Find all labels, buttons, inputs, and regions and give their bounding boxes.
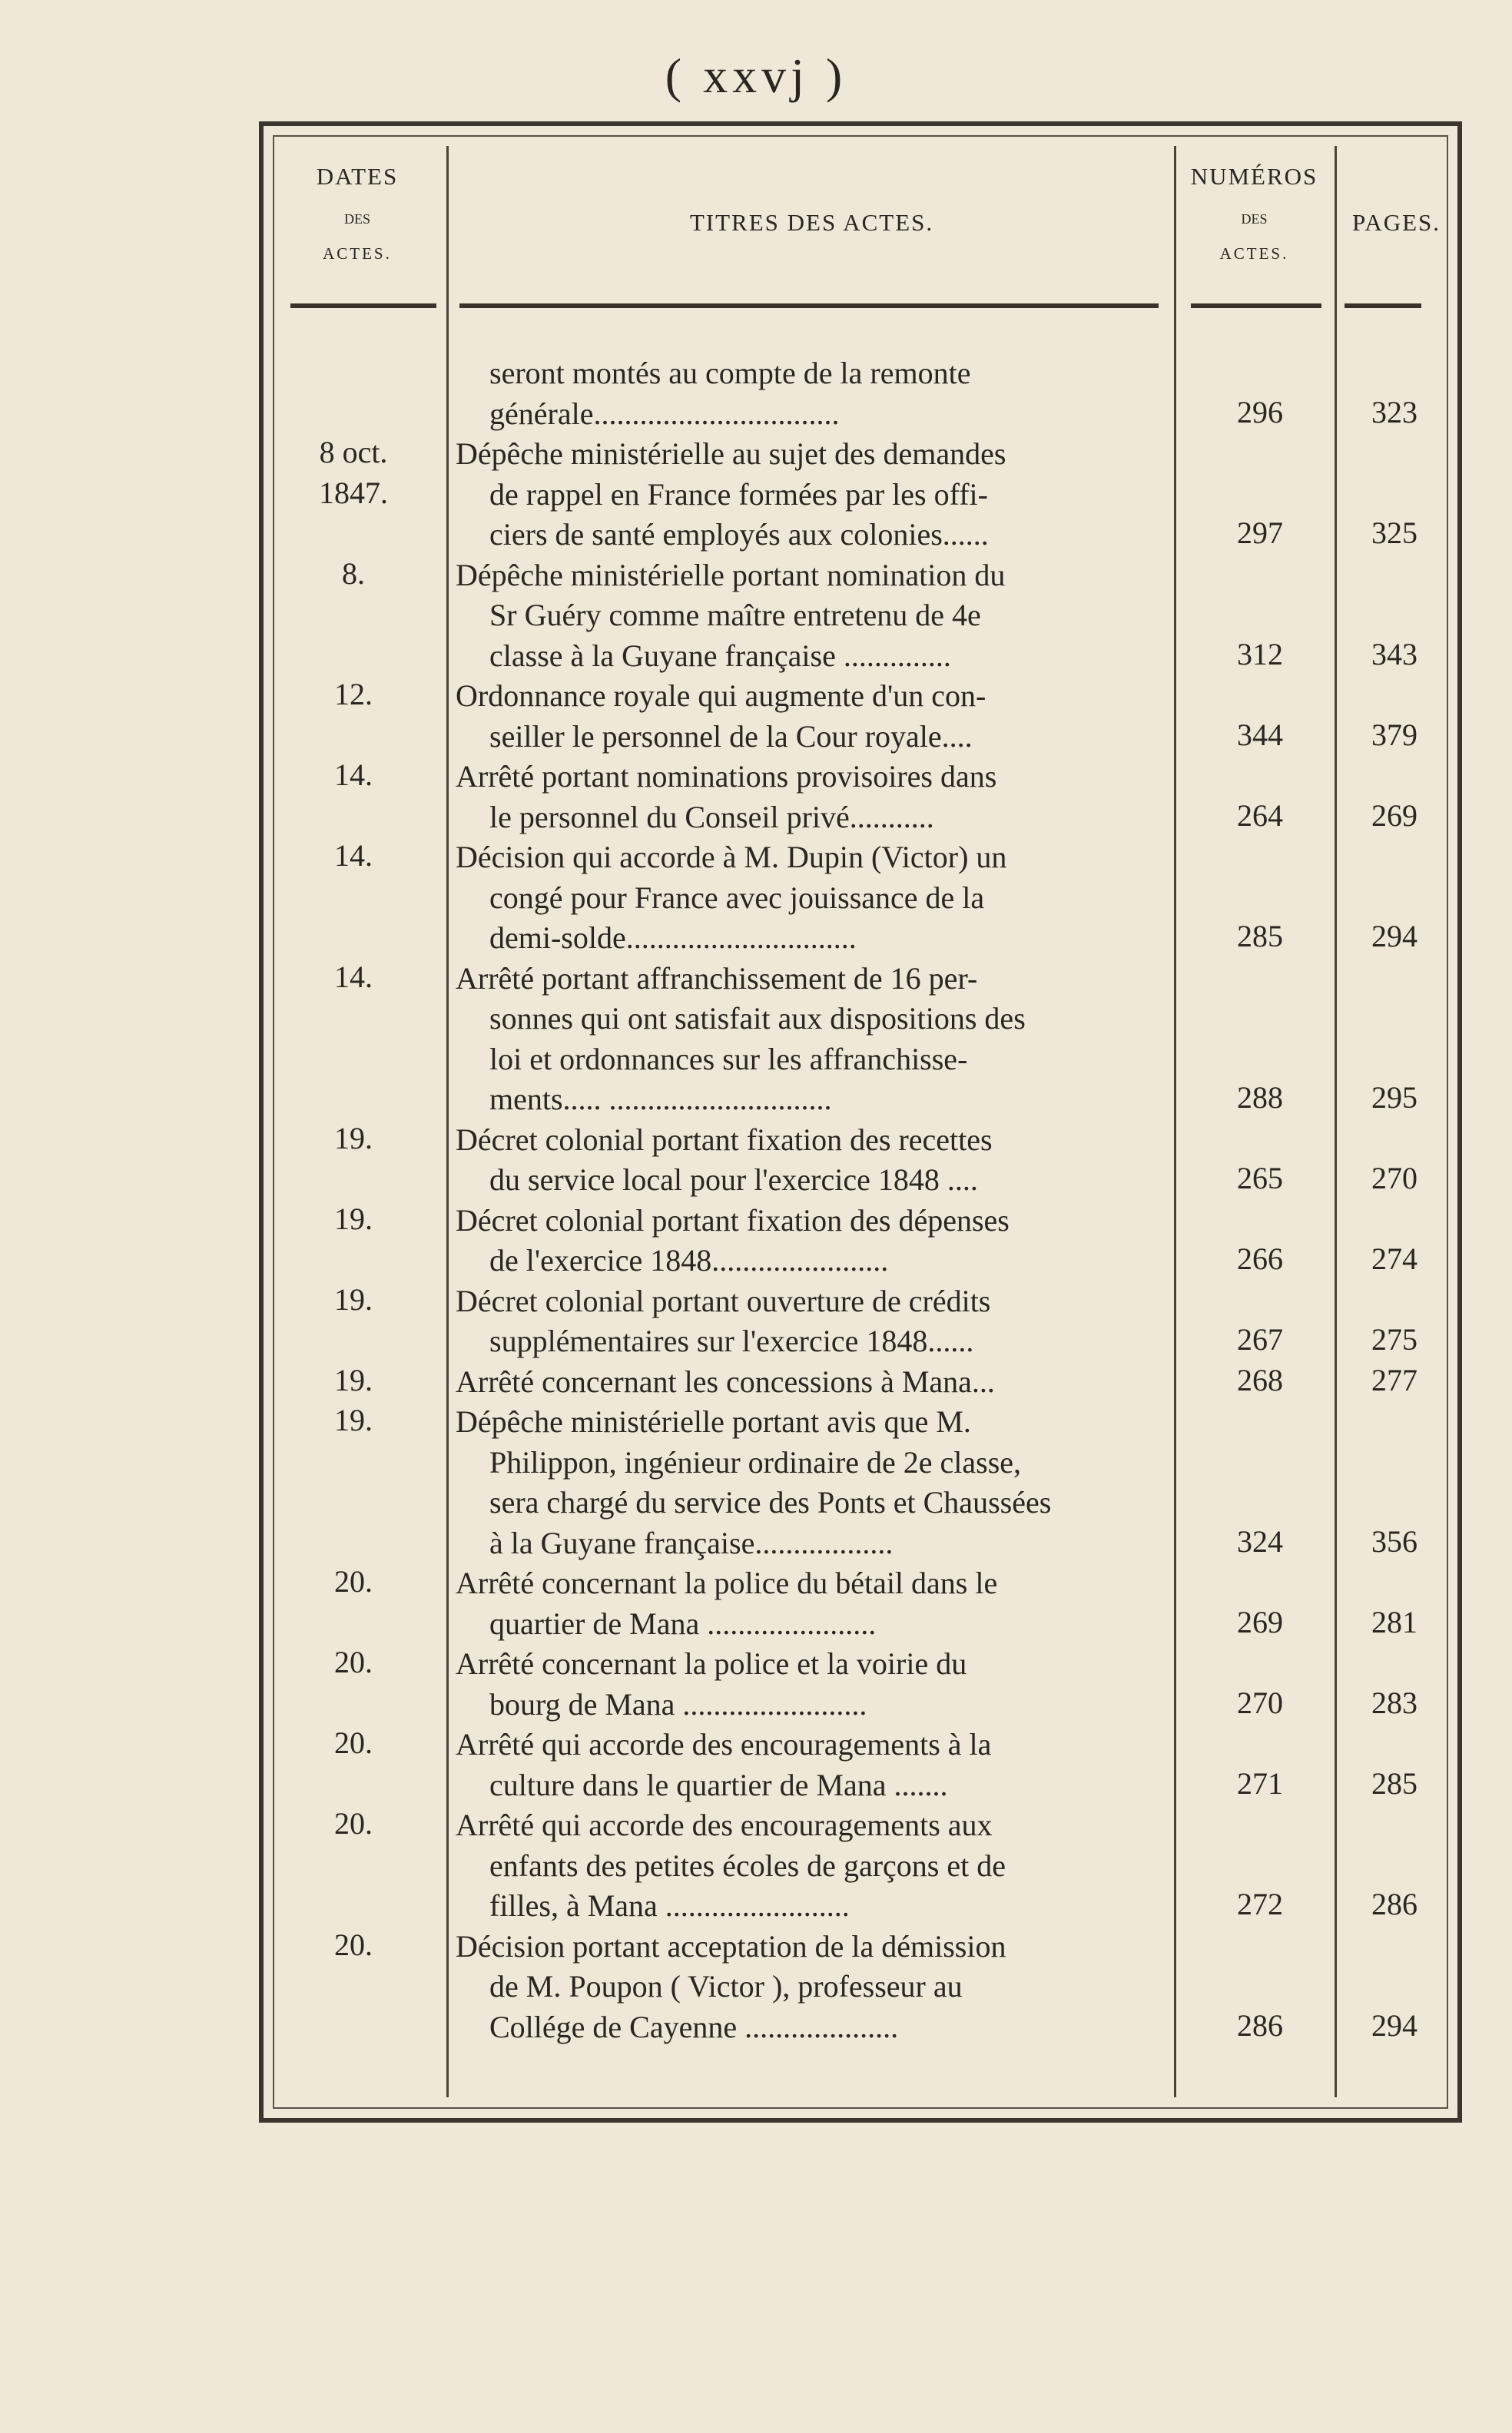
entry-number: 267 — [1237, 1322, 1283, 1357]
entry-title — [456, 1201, 1168, 1281]
entry-title-line: Décret colonial portant fixation des recettes — [456, 1122, 993, 1157]
entry-date-year: 1847. — [319, 475, 388, 510]
entry-date: 14. — [334, 757, 373, 792]
entry-title-line: sera chargé du service des Ponts et Chaussées — [489, 1485, 1052, 1520]
entry-date: 14. — [334, 838, 373, 873]
header-dates-actes: ACTES. — [323, 244, 392, 263]
entry-number: 265 — [1237, 1161, 1283, 1195]
entry-date: 8 oct. — [319, 435, 388, 469]
entry-title-line: de M. Poupon ( Victor ), professeur au — [489, 1969, 963, 2004]
entry-title — [456, 434, 1168, 555]
entry-title — [456, 1805, 1168, 1927]
header-dates-des: des — [343, 206, 370, 228]
header-dates — [280, 163, 434, 264]
entry-title-line: filles, à Mana ........................ — [489, 1888, 850, 1923]
entry-title — [456, 1927, 1168, 2048]
column-divider — [446, 146, 449, 2097]
entry-title-line: ments..... ............................. — [489, 1082, 832, 1116]
entry-title-line: sonnes qui ont satisfait aux dispositions des — [489, 1001, 1026, 1036]
entry-title-line: demi-solde.............................. — [489, 920, 857, 955]
header-numeros-label: NUMÉROS — [1190, 163, 1318, 190]
entry-number: 264 — [1237, 797, 1283, 833]
entry-title — [456, 555, 1168, 677]
entry-date: 19. — [334, 1362, 373, 1397]
entry-date: 20. — [334, 1927, 373, 1962]
entry-title — [456, 1725, 1168, 1805]
entry-title-line: Décret colonial portant ouverture de crédits — [456, 1283, 991, 1318]
entry-page: 285 — [1371, 1765, 1418, 1801]
entry-title-line: loi et ordonnances sur les affranchisse- — [489, 1041, 968, 1076]
entry-number: 297 — [1237, 515, 1283, 550]
entry-page: 277 — [1371, 1362, 1418, 1397]
header-pages — [1341, 209, 1452, 237]
entry-date: 19. — [334, 1403, 373, 1437]
entry-title-line: du service local pour l'exercice 1848 .... — [489, 1162, 978, 1197]
entry-title — [456, 1281, 1168, 1362]
entry-title-line: quartier de Mana ...................... — [489, 1606, 877, 1641]
entry-title-line: Arrêté concernant les concessions à Mana... — [456, 1364, 995, 1399]
header-rule — [290, 303, 436, 308]
header-numeros-des: des — [1241, 206, 1268, 228]
entry-page: 274 — [1371, 1241, 1418, 1276]
entry-page: 283 — [1371, 1685, 1418, 1720]
entry-title-line: générale................................ — [489, 396, 840, 431]
column-divider — [1335, 146, 1337, 2097]
entry-title — [456, 353, 1168, 434]
entry-title-line: à la Guyane française.................. — [489, 1525, 894, 1560]
entry-title-line: supplémentaires sur l'exercice 1848...... — [489, 1324, 974, 1358]
entry-title — [456, 676, 1168, 757]
entry-page: 295 — [1371, 1080, 1418, 1115]
header-rule — [1191, 303, 1321, 308]
entry-number: 266 — [1237, 1241, 1283, 1276]
entry-title-line: culture dans le quartier de Mana ....... — [489, 1767, 948, 1802]
entry-number: 270 — [1237, 1685, 1283, 1720]
header-pages-label: PAGES. — [1351, 209, 1441, 236]
entry-date: 8. — [342, 555, 365, 591]
entry-title — [456, 1402, 1168, 1563]
entry-number: 272 — [1237, 1887, 1283, 1921]
entry-page: 269 — [1371, 797, 1418, 833]
entry-title-line: Ordonnance royale qui augmente d'un con- — [456, 678, 986, 713]
entry-title-line: Arrêté portant affranchissement de 16 per- — [456, 960, 978, 996]
entry-title-line: Arrêté qui accorde des encouragements à la — [456, 1727, 992, 1762]
entry-title-line: ciers de santé employés aux colonies...... — [489, 517, 989, 552]
entry-title-line: Arrêté portant nominations provisoires dans — [456, 759, 997, 794]
header-numeros-actes: ACTES. — [1219, 244, 1289, 263]
entry-title-line: enfants des petites écoles de garçons et de — [489, 1848, 1006, 1883]
entry-title-line: Dépêche ministérielle portant avis que M. — [456, 1404, 971, 1439]
entry-title — [456, 757, 1168, 837]
entry-title-line: Arrêté concernant la police et la voirie du — [456, 1646, 967, 1681]
entry-number: 296 — [1237, 394, 1283, 429]
entry-page: 275 — [1371, 1322, 1418, 1357]
entry-number: 271 — [1237, 1765, 1283, 1801]
page-number: ( xxvj ) — [665, 48, 847, 103]
entry-number: 324 — [1237, 1523, 1283, 1559]
entry-title — [456, 1563, 1168, 1644]
entry-date: 12. — [334, 677, 373, 711]
entry-date: 20. — [334, 1806, 373, 1841]
entry-page: 323 — [1371, 394, 1418, 429]
entry-page: 356 — [1371, 1523, 1418, 1559]
entry-title-line: Dépêche ministérielle portant nomination du — [456, 557, 1006, 592]
entry-title-line: Décision qui accorde à M. Dupin (Victor) un — [456, 840, 1007, 874]
entry-number: 344 — [1237, 717, 1283, 752]
entry-title-line: Arrêté qui accorde des encouragements aux — [456, 1808, 993, 1842]
header-titles-label: TITRES DES ACTES. — [689, 209, 934, 236]
entry-title-line: classe à la Guyane française .............. — [489, 638, 951, 673]
entry-number: 288 — [1237, 1080, 1283, 1115]
entry-title — [456, 1644, 1168, 1725]
entry-date: 14. — [334, 959, 373, 994]
entry-number: 286 — [1237, 2007, 1283, 2043]
entry-title-line: de rappel en France formées par les offi- — [489, 476, 988, 512]
entry-date: 19. — [334, 1201, 373, 1236]
entry-page: 343 — [1371, 636, 1418, 671]
entry-title-line: Philippon, ingénieur ordinaire de 2e classe, — [489, 1444, 1022, 1480]
entry-title-line: seront montés au compte de la remonte — [489, 356, 971, 390]
entry-title — [456, 959, 1168, 1120]
entry-title-line: seiller le personnel de la Cour royale.... — [489, 718, 973, 754]
entry-title-line: Sr Guéry comme maître entretenu de 4e — [489, 598, 981, 632]
entry-date: 20. — [334, 1645, 373, 1679]
entry-page: 379 — [1371, 717, 1418, 752]
entry-title-line: le personnel du Conseil privé........... — [489, 799, 934, 834]
header-rule — [459, 303, 1159, 308]
header-rule — [1345, 303, 1421, 308]
column-divider — [1174, 146, 1176, 2097]
entry-date: 20. — [334, 1725, 373, 1760]
entry-date: 20. — [334, 1564, 373, 1599]
entry-title-line: Arrêté concernant la police du bétail dans le — [456, 1566, 998, 1600]
entry-title-line: de l'exercice 1848....................... — [489, 1243, 889, 1278]
header-titles — [456, 209, 1168, 237]
entry-title — [456, 837, 1168, 959]
entry-date: 19. — [334, 1120, 373, 1155]
entry-title-line: bourg de Mana ........................ — [489, 1686, 867, 1722]
entry-date: 19. — [334, 1281, 373, 1317]
entry-title-line: Décret colonial portant fixation des dépenses — [456, 1202, 1010, 1238]
entry-title — [456, 1120, 1168, 1201]
header-numeros — [1179, 163, 1329, 264]
entry-page: 325 — [1371, 515, 1418, 550]
entry-title-line: Dépêche ministérielle au sujet des demandes — [456, 436, 1006, 471]
entry-number: 312 — [1237, 636, 1283, 671]
entry-page: 286 — [1371, 1887, 1418, 1921]
entry-number: 268 — [1237, 1362, 1283, 1397]
entry-page: 270 — [1371, 1161, 1418, 1195]
entry-title-line: Collége de Cayenne .................... — [489, 2009, 899, 2044]
entry-page: 281 — [1371, 1604, 1418, 1639]
entry-page: 294 — [1371, 2007, 1418, 2043]
entry-number: 269 — [1237, 1604, 1283, 1639]
entry-number: 285 — [1237, 919, 1283, 953]
entry-title-line: Décision portant acceptation de la démission — [456, 1928, 1006, 1964]
entry-page: 294 — [1371, 919, 1418, 953]
header-dates-label: DATES — [316, 163, 399, 190]
entry-title-line: congé pour France avec jouissance de la — [489, 880, 985, 915]
entry-title — [456, 1362, 1168, 1403]
